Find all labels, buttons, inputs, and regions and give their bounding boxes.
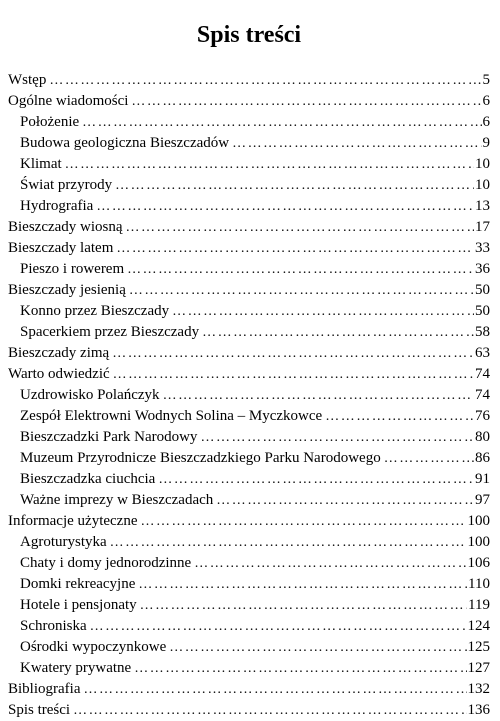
toc-dot-leader xyxy=(163,385,474,406)
toc-dot-leader xyxy=(138,574,467,595)
toc-entry-page-number: 127 xyxy=(467,660,490,676)
toc-entry-page-number: 74 xyxy=(475,366,490,382)
toc-entry-label: Ośrodki wypoczynkowe xyxy=(20,639,167,655)
toc-entry-label: Uzdrowisko Polańczyk xyxy=(20,387,160,403)
toc-entry-label: Ogólne wiadomości xyxy=(8,93,129,109)
toc-dot-leader xyxy=(96,196,474,217)
toc-entry-label: Zespół Elektrowni Wodnych Solina – Myczkowce xyxy=(20,408,323,424)
toc-dot-leader xyxy=(169,637,466,658)
toc-entry xyxy=(8,700,490,721)
toc-entry xyxy=(8,616,490,637)
toc-entry-page-number: 125 xyxy=(467,639,490,655)
toc-entry xyxy=(8,259,490,280)
toc-entry-label: Bieszczady jesienią xyxy=(8,282,126,298)
toc-entry-label: Ważne imprezy w Bieszczadach xyxy=(20,492,214,508)
toc-entry-page-number: 33 xyxy=(475,240,490,256)
toc-entry-page-number: 91 xyxy=(475,471,490,487)
toc-entry xyxy=(8,217,490,238)
toc-dot-leader xyxy=(90,616,467,637)
toc-entry-label: Agroturystyka xyxy=(20,534,107,550)
toc-dot-leader xyxy=(110,532,467,553)
toc-entry xyxy=(8,91,490,112)
toc-dot-leader xyxy=(65,154,474,175)
toc-entry xyxy=(8,322,490,343)
toc-entry-page-number: 13 xyxy=(475,198,490,214)
toc-entry-page-number: 76 xyxy=(475,408,490,424)
toc-dot-leader xyxy=(116,238,474,259)
toc-entry-label: Domki rekreacyjne xyxy=(20,576,136,592)
toc-dot-leader xyxy=(384,448,474,469)
toc-entry-label: Bieszczadzki Park Narodowy xyxy=(20,429,198,445)
toc-entry-page-number: 36 xyxy=(475,261,490,277)
toc-dot-leader xyxy=(126,217,474,238)
toc-entry-label: Wstęp xyxy=(8,72,47,88)
toc-entry-label: Warto odwiedzić xyxy=(8,366,110,382)
toc-entry-label: Hotele i pensjonaty xyxy=(20,597,137,613)
toc-dot-leader xyxy=(134,658,466,679)
toc-entry-label: Muzeum Przyrodnicze Bieszczadzkiego Parku Narodowego xyxy=(20,450,381,466)
toc-entry-page-number: 17 xyxy=(475,219,490,235)
toc-dot-leader xyxy=(216,490,474,511)
toc-entry-label: Kwatery prywatne xyxy=(20,660,132,676)
toc-entry xyxy=(8,175,490,196)
toc-entry-label: Bibliografia xyxy=(8,681,81,697)
toc-entry-page-number: 136 xyxy=(467,702,490,718)
toc-entry-page-number: 97 xyxy=(475,492,490,508)
toc-entry xyxy=(8,364,490,385)
toc-entry xyxy=(8,343,490,364)
toc-entry-page-number: 110 xyxy=(468,576,490,592)
toc-entry xyxy=(8,280,490,301)
toc-dot-leader xyxy=(140,595,467,616)
toc-dot-leader xyxy=(232,133,481,154)
toc-dot-leader xyxy=(73,700,466,721)
toc-entry-page-number: 50 xyxy=(475,303,490,319)
toc-entry-page-number: 9 xyxy=(482,135,490,151)
toc-entry-page-number: 5 xyxy=(482,72,490,88)
toc-entry-page-number: 6 xyxy=(482,93,490,109)
toc-entry-page-number: 106 xyxy=(467,555,490,571)
toc-entry xyxy=(8,406,490,427)
toc-entry-label: Hydrografia xyxy=(20,198,94,214)
toc-entry-label: Konno przez Bieszczady xyxy=(20,303,170,319)
toc-dot-leader xyxy=(82,112,481,133)
toc-entry xyxy=(8,637,490,658)
toc-entry xyxy=(8,385,490,406)
toc-entry-label: Budowa geologiczna Bieszczadów xyxy=(20,135,230,151)
toc-dot-leader xyxy=(129,280,474,301)
toc-dot-leader xyxy=(113,364,474,385)
toc-entry xyxy=(8,658,490,679)
toc-entry xyxy=(8,679,490,700)
toc-entry-page-number: 10 xyxy=(475,177,490,193)
toc-entry xyxy=(8,595,490,616)
toc-entry xyxy=(8,448,490,469)
toc-entry-page-number: 10 xyxy=(475,156,490,172)
toc-entry-label: Bieszczady wiosną xyxy=(8,219,123,235)
toc-entry xyxy=(8,553,490,574)
toc-entry xyxy=(8,196,490,217)
toc-entry-page-number: 100 xyxy=(467,513,490,529)
toc-entry-page-number: 74 xyxy=(475,387,490,403)
toc-entry-label: Pieszo i rowerem xyxy=(20,261,125,277)
toc-entry-page-number: 63 xyxy=(475,345,490,361)
toc-dot-leader xyxy=(49,70,481,91)
toc-entry-label: Schroniska xyxy=(20,618,87,634)
toc-dot-leader xyxy=(194,553,466,574)
toc-entry-label: Bieszczadzka ciuchcia xyxy=(20,471,156,487)
toc-entry-page-number: 100 xyxy=(467,534,490,550)
toc-entry xyxy=(8,112,490,133)
toc-entry-label: Świat przyrody xyxy=(20,177,113,193)
toc-entry-label: Położenie xyxy=(20,114,80,130)
toc-entry-page-number: 58 xyxy=(475,324,490,340)
toc-entry-page-number: 6 xyxy=(482,114,490,130)
table-of-contents xyxy=(8,70,490,721)
toc-entry-page-number: 124 xyxy=(467,618,490,634)
toc-entry-label: Spis treści xyxy=(8,702,71,718)
toc-entry-page-number: 86 xyxy=(475,450,490,466)
toc-dot-leader xyxy=(127,259,474,280)
toc-dot-leader xyxy=(325,406,474,427)
toc-dot-leader xyxy=(131,91,481,112)
toc-entry-page-number: 119 xyxy=(468,597,490,613)
toc-entry-label: Bieszczady latem xyxy=(8,240,114,256)
toc-entry-page-number: 50 xyxy=(475,282,490,298)
toc-entry-page-number: 80 xyxy=(475,429,490,445)
toc-entry xyxy=(8,427,490,448)
toc-entry-label: Informacje użyteczne xyxy=(8,513,138,529)
toc-entry xyxy=(8,532,490,553)
toc-dot-leader xyxy=(83,679,466,700)
toc-dot-leader xyxy=(115,175,474,196)
toc-entry-label: Klimat xyxy=(20,156,62,172)
toc-entry-label: Chaty i domy jednorodzinne xyxy=(20,555,192,571)
toc-dot-leader xyxy=(158,469,474,490)
toc-entry xyxy=(8,301,490,322)
toc-entry-label: Spacerkiem przez Bieszczady xyxy=(20,324,200,340)
toc-entry xyxy=(8,469,490,490)
toc-entry xyxy=(8,574,490,595)
toc-entry xyxy=(8,490,490,511)
toc-dot-leader xyxy=(202,322,474,343)
page-title: Spis treści xyxy=(196,22,302,48)
toc-dot-leader xyxy=(200,427,474,448)
toc-entry-label: Bieszczady zimą xyxy=(8,345,110,361)
toc-entry xyxy=(8,133,490,154)
toc-dot-leader xyxy=(172,301,474,322)
toc-entry xyxy=(8,70,490,91)
toc-entry-page-number: 132 xyxy=(467,681,490,697)
toc-entry xyxy=(8,511,490,532)
toc-entry xyxy=(8,238,490,259)
toc-dot-leader xyxy=(112,343,474,364)
toc-dot-leader xyxy=(141,511,467,532)
toc-entry xyxy=(8,154,490,175)
